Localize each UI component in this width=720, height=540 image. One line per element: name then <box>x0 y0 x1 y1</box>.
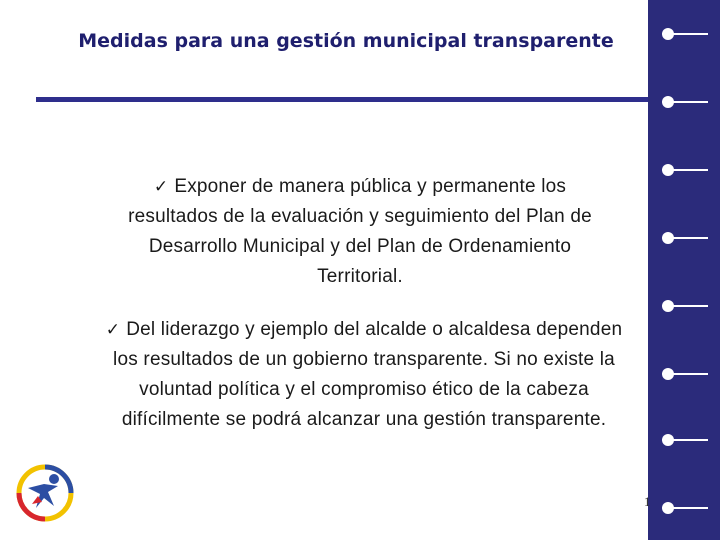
sidebar-line <box>672 237 708 239</box>
check-mark-icon: ✓ <box>105 320 121 340</box>
sidebar-line <box>672 439 708 441</box>
sidebar-line <box>672 169 708 171</box>
sidebar-line <box>672 507 708 509</box>
page-number: 1 <box>644 494 651 509</box>
check-mark-icon: ✓ <box>153 177 169 197</box>
decorative-sidebar <box>648 0 720 540</box>
slide-title: Medidas para una gestión municipal transparente <box>78 30 614 52</box>
bullet-text: Del liderazgo y ejemplo del alcalde o alcaldesa dependen los resultados de un gobierno transparente. Si no existe la voluntad política y el compromiso ético de la cabeza difícilmente se podrá alcanzar una gestión transparente. <box>113 319 623 430</box>
bullet-text: Exponer de manera pública y permanente los resultados de la evaluación y seguimiento del Plan de Desarrollo Municipal y del Plan de Ordenamiento Territorial. <box>128 176 592 287</box>
bullet-item <box>104 315 624 435</box>
municipal-logo <box>14 462 76 524</box>
sidebar-line <box>672 101 708 103</box>
bullet-item <box>110 172 610 292</box>
title-underline <box>36 97 650 102</box>
sidebar-line <box>672 373 708 375</box>
sidebar-line <box>672 33 708 35</box>
sidebar-line <box>672 305 708 307</box>
